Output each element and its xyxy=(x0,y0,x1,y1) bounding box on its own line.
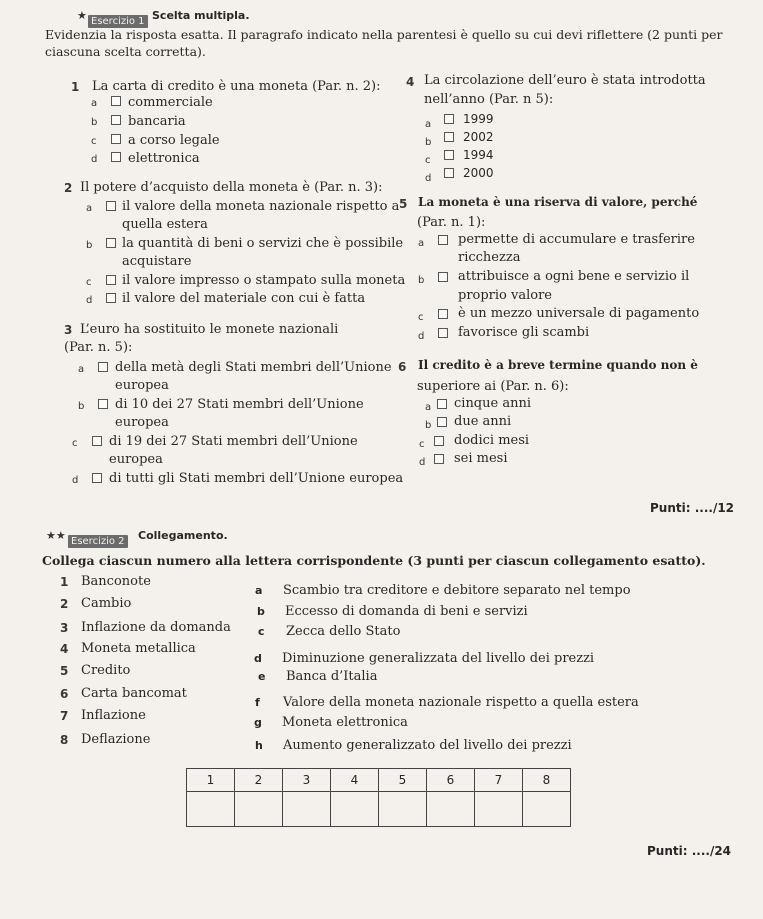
table-header-row xyxy=(187,769,571,792)
match-definition: Eccesso di domanda di beni e servizi xyxy=(285,604,528,619)
option-text: il valore del materiale con cui è fatta xyxy=(122,291,366,306)
option-letter: c xyxy=(425,155,431,166)
question-text: La moneta è una riserva di valore, perché xyxy=(418,195,698,209)
answer-cell[interactable] xyxy=(475,792,523,827)
option-letter: a xyxy=(425,119,432,130)
checkbox[interactable] xyxy=(98,399,108,409)
answer-cell[interactable] xyxy=(379,792,427,827)
option-letter: a xyxy=(91,98,98,109)
option-text: il valore della moneta nazionale rispetto a xyxy=(122,199,400,214)
table-answer-row xyxy=(187,792,571,827)
score-line: Punti: ..../12 xyxy=(650,501,735,515)
match-number: 3 xyxy=(60,621,69,635)
option-text: di 10 dei 27 Stati membri dell’Unione xyxy=(115,397,364,412)
option-text: la quantità di beni o servizi che è possibile xyxy=(122,236,404,251)
table-header-cell: 4 xyxy=(331,769,379,792)
option-text-cont: proprio valore xyxy=(458,288,553,303)
match-number: 2 xyxy=(60,597,69,611)
question-text: La carta di credito è una moneta (Par. n. 2): xyxy=(92,79,381,94)
checkbox[interactable] xyxy=(444,132,454,142)
checkbox[interactable] xyxy=(92,436,102,446)
option-text-cont: europea xyxy=(115,415,169,430)
checkbox[interactable] xyxy=(106,293,116,303)
question-number: 4 xyxy=(406,75,415,89)
exercise-tag: Esercizio 2 xyxy=(68,529,128,548)
checkbox[interactable] xyxy=(111,134,121,144)
match-term: Carta bancomat xyxy=(81,686,187,701)
option-letter: d xyxy=(418,331,425,342)
option-text: di tutti gli Stati membri dell’Unione europea xyxy=(109,471,404,486)
score-line: Punti: ..../24 xyxy=(647,844,732,858)
match-letter: g xyxy=(254,716,262,729)
table-header-cell: 1 xyxy=(187,769,235,792)
option-letter: b xyxy=(418,275,425,286)
answer-cell[interactable] xyxy=(187,792,235,827)
question-text-cont: (Par. n. 1): xyxy=(417,215,486,230)
answer-cell[interactable] xyxy=(427,792,475,827)
question-text: La circolazione dell’euro è stata introdotta xyxy=(424,73,706,88)
option-text: 1994 xyxy=(463,148,494,162)
answer-cell[interactable] xyxy=(523,792,571,827)
match-term: Banconote xyxy=(81,574,151,589)
option-letter: b xyxy=(425,137,432,148)
option-text: bancaria xyxy=(128,114,186,129)
exercise-title: Scelta multipla. xyxy=(152,9,250,22)
option-letter: d xyxy=(86,295,93,306)
option-text: commerciale xyxy=(128,95,213,110)
question-text: Il credito è a breve termine quando non è xyxy=(418,358,698,372)
match-number: 7 xyxy=(60,709,69,723)
match-letter: h xyxy=(255,739,263,752)
star-rating: ★★ xyxy=(46,529,66,542)
option-text: è un mezzo universale di pagamento xyxy=(458,306,700,321)
answer-cell[interactable] xyxy=(331,792,379,827)
checkbox[interactable] xyxy=(111,96,121,106)
match-letter: c xyxy=(258,625,265,638)
match-term: Deflazione xyxy=(81,732,151,747)
option-text: due anni xyxy=(454,414,512,429)
question-text-cont: nell’anno (Par. n 5): xyxy=(424,92,554,107)
option-letter: c xyxy=(91,136,97,147)
table-header-cell: 6 xyxy=(427,769,475,792)
match-term: Inflazione da domanda xyxy=(81,620,231,635)
checkbox[interactable] xyxy=(111,115,121,125)
checkbox[interactable] xyxy=(444,150,454,160)
option-letter: a xyxy=(418,238,425,249)
option-letter: d xyxy=(72,475,79,486)
question-number: 5 xyxy=(399,197,408,211)
question-text: Il potere d’acquisto della moneta è (Par. n. 3): xyxy=(80,180,383,195)
instructions-line-2: ciascuna scelta corretta). xyxy=(45,44,206,59)
option-letter: c xyxy=(72,438,78,449)
checkbox[interactable] xyxy=(106,238,116,248)
match-definition: Banca d’Italia xyxy=(286,669,378,684)
option-letter: b xyxy=(91,117,98,128)
option-text: sei mesi xyxy=(454,451,508,466)
exercise-title: Collegamento. xyxy=(138,529,228,542)
option-text: permette di accumulare e trasferire xyxy=(458,232,695,247)
instructions-line-1: Evidenzia la risposta esatta. Il paragrafo indicato nella parentesi è quello su cui devi riflettere (2 punti per xyxy=(45,27,723,42)
option-letter: d xyxy=(419,457,426,468)
checkbox[interactable] xyxy=(98,362,108,372)
match-letter: f xyxy=(255,696,260,709)
exercise-tag: Esercizio 1 xyxy=(88,9,148,28)
option-letter: a xyxy=(425,402,432,413)
option-letter: d xyxy=(425,173,432,184)
option-text: a corso legale xyxy=(128,133,220,148)
checkbox[interactable] xyxy=(434,436,444,446)
checkbox[interactable] xyxy=(106,201,116,211)
option-letter: b xyxy=(78,401,85,412)
checkbox[interactable] xyxy=(111,152,121,162)
match-definition: Scambio tra creditore e debitore separato nel tempo xyxy=(283,583,631,598)
match-number: 6 xyxy=(60,687,69,701)
option-letter: d xyxy=(91,154,98,165)
option-letter: c xyxy=(86,277,92,288)
checkbox[interactable] xyxy=(438,309,448,319)
table-header-cell: 3 xyxy=(283,769,331,792)
question-text-cont: (Par. n. 5): xyxy=(64,340,133,355)
table-header-cell: 2 xyxy=(235,769,283,792)
checkbox[interactable] xyxy=(444,168,454,178)
option-text: 2002 xyxy=(463,130,494,144)
option-text-cont: acquistare xyxy=(122,254,192,269)
checkbox[interactable] xyxy=(437,417,447,427)
checkbox[interactable] xyxy=(438,235,448,245)
match-definition: Zecca dello Stato xyxy=(286,624,401,639)
option-text: favorisce gli scambi xyxy=(458,325,590,340)
option-text-cont: europea xyxy=(109,452,163,467)
answer-cell[interactable] xyxy=(283,792,331,827)
match-term: Moneta metallica xyxy=(81,641,196,656)
match-number: 1 xyxy=(60,575,69,589)
match-definition: Valore della moneta nazionale rispetto a quella estera xyxy=(283,695,639,710)
checkbox[interactable] xyxy=(434,454,444,464)
star-rating: ★ xyxy=(77,9,87,22)
match-number: 8 xyxy=(60,733,69,747)
match-number: 5 xyxy=(60,664,69,678)
option-text: il valore impresso o stampato sulla moneta xyxy=(122,273,406,288)
answer-cell[interactable] xyxy=(235,792,283,827)
option-text-cont: quella estera xyxy=(122,217,208,232)
table-header-cell: 5 xyxy=(379,769,427,792)
option-text: dodici mesi xyxy=(454,433,530,448)
option-text: attribuisce a ogni bene e servizio il xyxy=(458,269,690,284)
option-text: 2000 xyxy=(463,166,494,180)
instructions: Collega ciascun numero alla lettera corrispondente (3 punti per ciascun collegamento esatto). xyxy=(42,553,706,568)
question-number: 3 xyxy=(64,323,73,337)
option-text: elettronica xyxy=(128,151,200,166)
match-term: Inflazione xyxy=(81,708,146,723)
option-text: cinque anni xyxy=(454,396,531,411)
match-definition: Aumento generalizzato del livello dei prezzi xyxy=(283,738,572,753)
match-letter: e xyxy=(258,670,266,683)
checkbox[interactable] xyxy=(106,275,116,285)
option-letter: b xyxy=(425,420,432,431)
question-text-cont: superiore ai (Par. n. 6): xyxy=(417,379,569,394)
match-term: Credito xyxy=(81,663,131,678)
option-letter: b xyxy=(86,240,93,251)
question-text: L’euro ha sostituito le monete nazionali xyxy=(80,322,339,337)
match-letter: a xyxy=(255,584,263,597)
option-text-cont: europea xyxy=(115,378,169,393)
option-letter: c xyxy=(418,312,424,323)
table-header-cell: 7 xyxy=(475,769,523,792)
checkbox[interactable] xyxy=(438,328,448,338)
checkbox[interactable] xyxy=(444,114,454,124)
option-letter: a xyxy=(78,364,85,375)
checkbox[interactable] xyxy=(437,399,447,409)
checkbox[interactable] xyxy=(438,272,448,282)
checkbox[interactable] xyxy=(92,473,102,483)
question-number: 2 xyxy=(64,181,73,195)
match-number: 4 xyxy=(60,642,69,656)
option-letter: a xyxy=(86,203,93,214)
match-letter: d xyxy=(254,652,262,665)
question-number: 1 xyxy=(71,80,80,94)
question-number: 6 xyxy=(398,360,407,374)
option-text-cont: ricchezza xyxy=(458,250,521,265)
match-term: Cambio xyxy=(81,596,132,611)
option-letter: c xyxy=(419,439,425,450)
option-text: della metà degli Stati membri dell’Unione xyxy=(115,360,392,375)
table-header-cell: 8 xyxy=(523,769,571,792)
match-definition: Diminuzione generalizzata del livello dei prezzi xyxy=(282,651,595,666)
option-text: 1999 xyxy=(463,112,494,126)
answer-table xyxy=(186,768,571,827)
match-letter: b xyxy=(257,605,265,618)
option-text: di 19 dei 27 Stati membri dell’Unione xyxy=(109,434,358,449)
match-definition: Moneta elettronica xyxy=(282,715,408,730)
